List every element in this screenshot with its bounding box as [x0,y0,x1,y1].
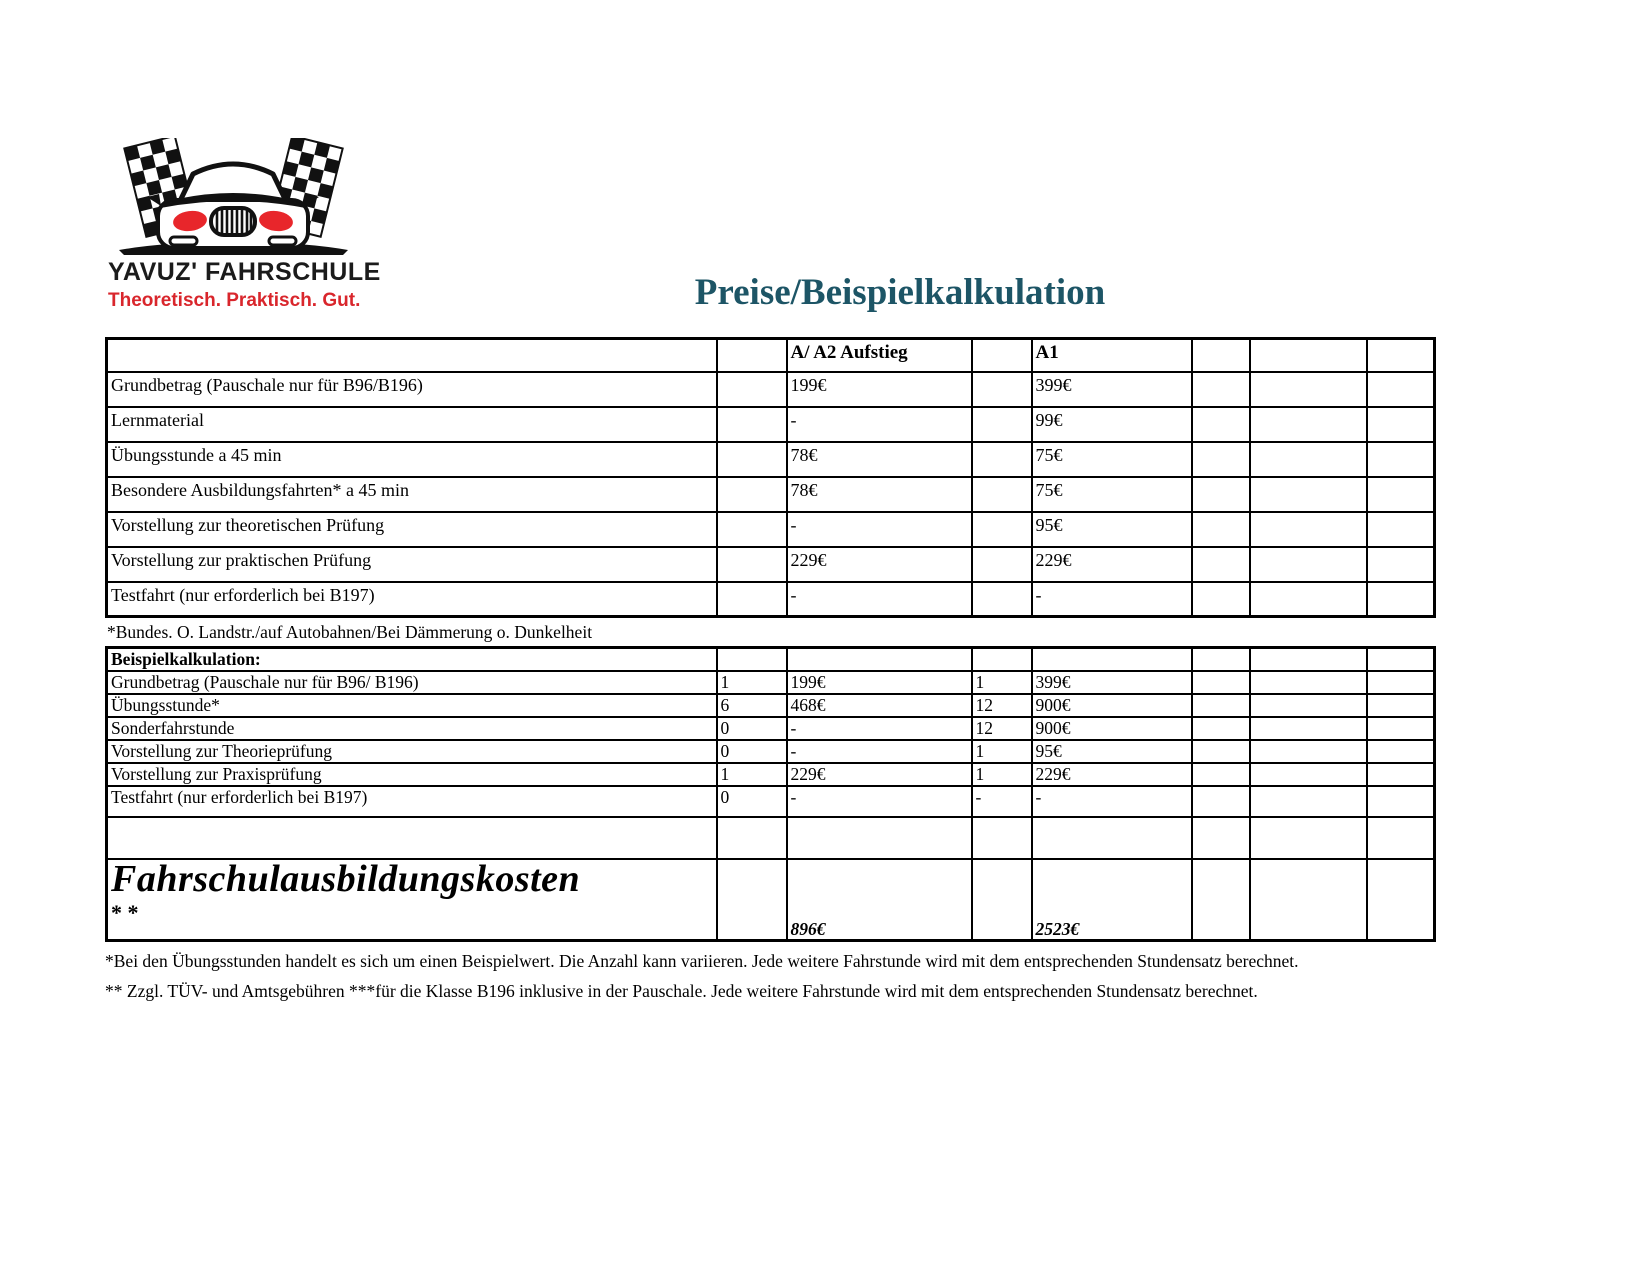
calc-row [107,740,1435,763]
empty-cell [1250,442,1367,477]
empty-cell [1367,372,1435,407]
price-value: 199€ [787,372,972,407]
empty-cell [717,339,787,372]
empty-cell [1192,512,1250,547]
empty-cell [1250,786,1367,817]
empty-cell [972,859,1032,941]
empty-cell [1250,512,1367,547]
row-label: Übungsstunde* [107,694,717,717]
quantity-value: 1 [972,671,1032,694]
row-label: Übungsstunde a 45 min [107,442,717,477]
empty-cell [1250,339,1367,372]
price-row [107,582,1435,617]
quantity-value: 12 [972,694,1032,717]
logo-school-name: YAVUZ' FAHRSCHULE [108,258,381,286]
empty-cell [972,407,1032,442]
logo-tagline: Theoretisch. Praktisch. Gut. [108,290,361,311]
price-value: 99€ [1032,407,1192,442]
empty-cell [1192,694,1250,717]
price-value: 399€ [1032,671,1192,694]
price-sheet [105,337,1436,1001]
empty-cell [1250,817,1367,859]
price-value: 468€ [787,694,972,717]
quantity-value: 1 [717,763,787,786]
empty-cell [717,407,787,442]
calc-section-title: Beispielkalkulation: [107,648,717,671]
empty-cell [1250,717,1367,740]
empty-cell [1367,786,1435,817]
empty-cell [972,477,1032,512]
empty-cell [1367,339,1435,372]
driving-school-logo [108,138,381,312]
empty-cell [787,648,972,671]
price-value: 900€ [1032,694,1192,717]
price-row [107,407,1435,442]
row-label: Grundbetrag (Pauschale nur für B96/ B196) [107,671,717,694]
empty-cell [1192,407,1250,442]
row-label: Besondere Ausbildungsfahrten* a 45 min [107,477,717,512]
quantity-value: 1 [717,671,787,694]
empty-cell [972,648,1032,671]
empty-cell [1367,740,1435,763]
empty-cell [1250,859,1367,941]
empty-cell [1250,477,1367,512]
empty-cell [1192,740,1250,763]
empty-cell [1250,648,1367,671]
empty-cell [1367,477,1435,512]
quantity-value: - [972,786,1032,817]
empty-cell [1367,442,1435,477]
empty-cell [1367,694,1435,717]
price-value: - [787,717,972,740]
total-label-cell [107,859,717,941]
total-label: Fahrschulausbildungskosten [111,858,581,900]
empty-cell [107,817,717,859]
price-value: - [787,740,972,763]
empty-cell [1192,372,1250,407]
empty-cell [1192,763,1250,786]
row-label: Lernmaterial [107,407,717,442]
price-value: 95€ [1032,740,1192,763]
price-value: 78€ [787,442,972,477]
empty-cell [1192,817,1250,859]
row-label: Vorstellung zur Theorieprüfung [107,740,717,763]
empty-cell [1192,582,1250,617]
empty-cell [1367,648,1435,671]
total-row [107,859,1435,941]
empty-cell [717,372,787,407]
empty-cell [717,547,787,582]
empty-cell [717,477,787,512]
empty-cell [1032,648,1192,671]
empty-cell [972,339,1032,372]
empty-cell [1367,717,1435,740]
empty-cell [1367,407,1435,442]
price-value: - [787,512,972,547]
price-value: - [787,407,972,442]
row-label: Vorstellung zur praktischen Prüfung [107,547,717,582]
price-value: 199€ [787,671,972,694]
empty-cell [1192,339,1250,372]
empty-cell [717,648,787,671]
footnote-tuev-fees: ** Zzgl. TÜV- und Amtsgebühren ***für die Klasse B196 inklusive in der Pauschale. Jede weitere Fahrstunde wird mit dem entsprechenden Stundensatz berechnet. [105,981,1258,1001]
price-value: 75€ [1032,442,1192,477]
calc-row [107,717,1435,740]
row-label: Vorstellung zur theoretischen Prüfung [107,512,717,547]
quantity-value: 0 [717,717,787,740]
empty-cell [1367,547,1435,582]
price-table-header-row [107,339,1435,372]
price-value: 399€ [1032,372,1192,407]
empty-cell [1192,442,1250,477]
empty-cell [1192,786,1250,817]
quantity-value: 0 [717,786,787,817]
calc-header-row [107,648,1435,671]
empty-cell [1250,547,1367,582]
empty-cell [1192,859,1250,941]
calc-row [107,694,1435,717]
price-row [107,547,1435,582]
total-price-a1: 2523€ [1032,859,1192,941]
empty-cell [1367,763,1435,786]
empty-cell [717,582,787,617]
empty-cell [972,582,1032,617]
empty-cell [1367,859,1435,941]
empty-cell [1367,817,1435,859]
price-value: - [787,582,972,617]
price-row [107,442,1435,477]
empty-cell [107,339,717,372]
empty-cell [972,372,1032,407]
price-row [107,477,1435,512]
empty-cell [1250,763,1367,786]
price-value: - [787,786,972,817]
price-table [105,337,1436,618]
price-row [107,372,1435,407]
price-value: 78€ [787,477,972,512]
quantity-value: 6 [717,694,787,717]
page-title: Preise/Beispielkalkulation [694,272,1106,313]
empty-cell [972,817,1032,859]
empty-cell [717,442,787,477]
empty-cell [972,547,1032,582]
column-header-a-a2: A/ A2 Aufstieg [787,339,972,372]
price-value: - [1032,582,1192,617]
empty-cell [972,512,1032,547]
empty-cell [1367,582,1435,617]
empty-cell [1192,671,1250,694]
price-value: 229€ [1032,763,1192,786]
column-header-a1: A1 [1032,339,1192,372]
empty-cell [1192,648,1250,671]
empty-cell [1250,582,1367,617]
empty-cell [717,817,787,859]
price-value: 229€ [1032,547,1192,582]
total-footnote-marker: * * [111,899,139,925]
price-value: 229€ [787,547,972,582]
empty-cell [1250,372,1367,407]
empty-cell [1367,671,1435,694]
row-label: Testfahrt (nur erforderlich bei B197) [107,582,717,617]
empty-cell [717,859,787,941]
spacer-row [107,817,1435,859]
empty-cell [1250,694,1367,717]
price-value: - [1032,786,1192,817]
row-label: Sonderfahrstunde [107,717,717,740]
price-value: 900€ [1032,717,1192,740]
price-value: 75€ [1032,477,1192,512]
example-calculation-table [105,646,1436,942]
price-row [107,512,1435,547]
empty-cell [787,817,972,859]
training-rides-note: *Bundes. O. Landstr./auf Autobahnen/Bei Dämmerung o. Dunkelheit [107,621,593,642]
quantity-value: 12 [972,717,1032,740]
empty-cell [717,512,787,547]
total-price-a-a2: 896€ [787,859,972,941]
empty-cell [1367,512,1435,547]
empty-cell [1192,547,1250,582]
price-value: 229€ [787,763,972,786]
empty-cell [1192,717,1250,740]
calc-row [107,786,1435,817]
row-label: Testfahrt (nur erforderlich bei B197) [107,786,717,817]
calc-row [107,763,1435,786]
row-label: Vorstellung zur Praxisprüfung [107,763,717,786]
calc-row [107,671,1435,694]
row-label: Grundbetrag (Pauschale nur für B96/B196) [107,372,717,407]
empty-cell [1250,407,1367,442]
quantity-value: 1 [972,763,1032,786]
empty-cell [1192,477,1250,512]
quantity-value: 1 [972,740,1032,763]
empty-cell [1250,740,1367,763]
price-value: 95€ [1032,512,1192,547]
empty-cell [972,442,1032,477]
quantity-value: 0 [717,740,787,763]
empty-cell [1032,817,1192,859]
car-with-checkered-flags-icon [111,138,356,256]
footnote-exercise-hours: *Bei den Übungsstunden handelt es sich um einen Beispielwert. Die Anzahl kann variieren. Jede weitere Fahrstunde wird mit dem entsprechenden Stundensatz berechnet. [105,951,1299,971]
empty-cell [1250,671,1367,694]
